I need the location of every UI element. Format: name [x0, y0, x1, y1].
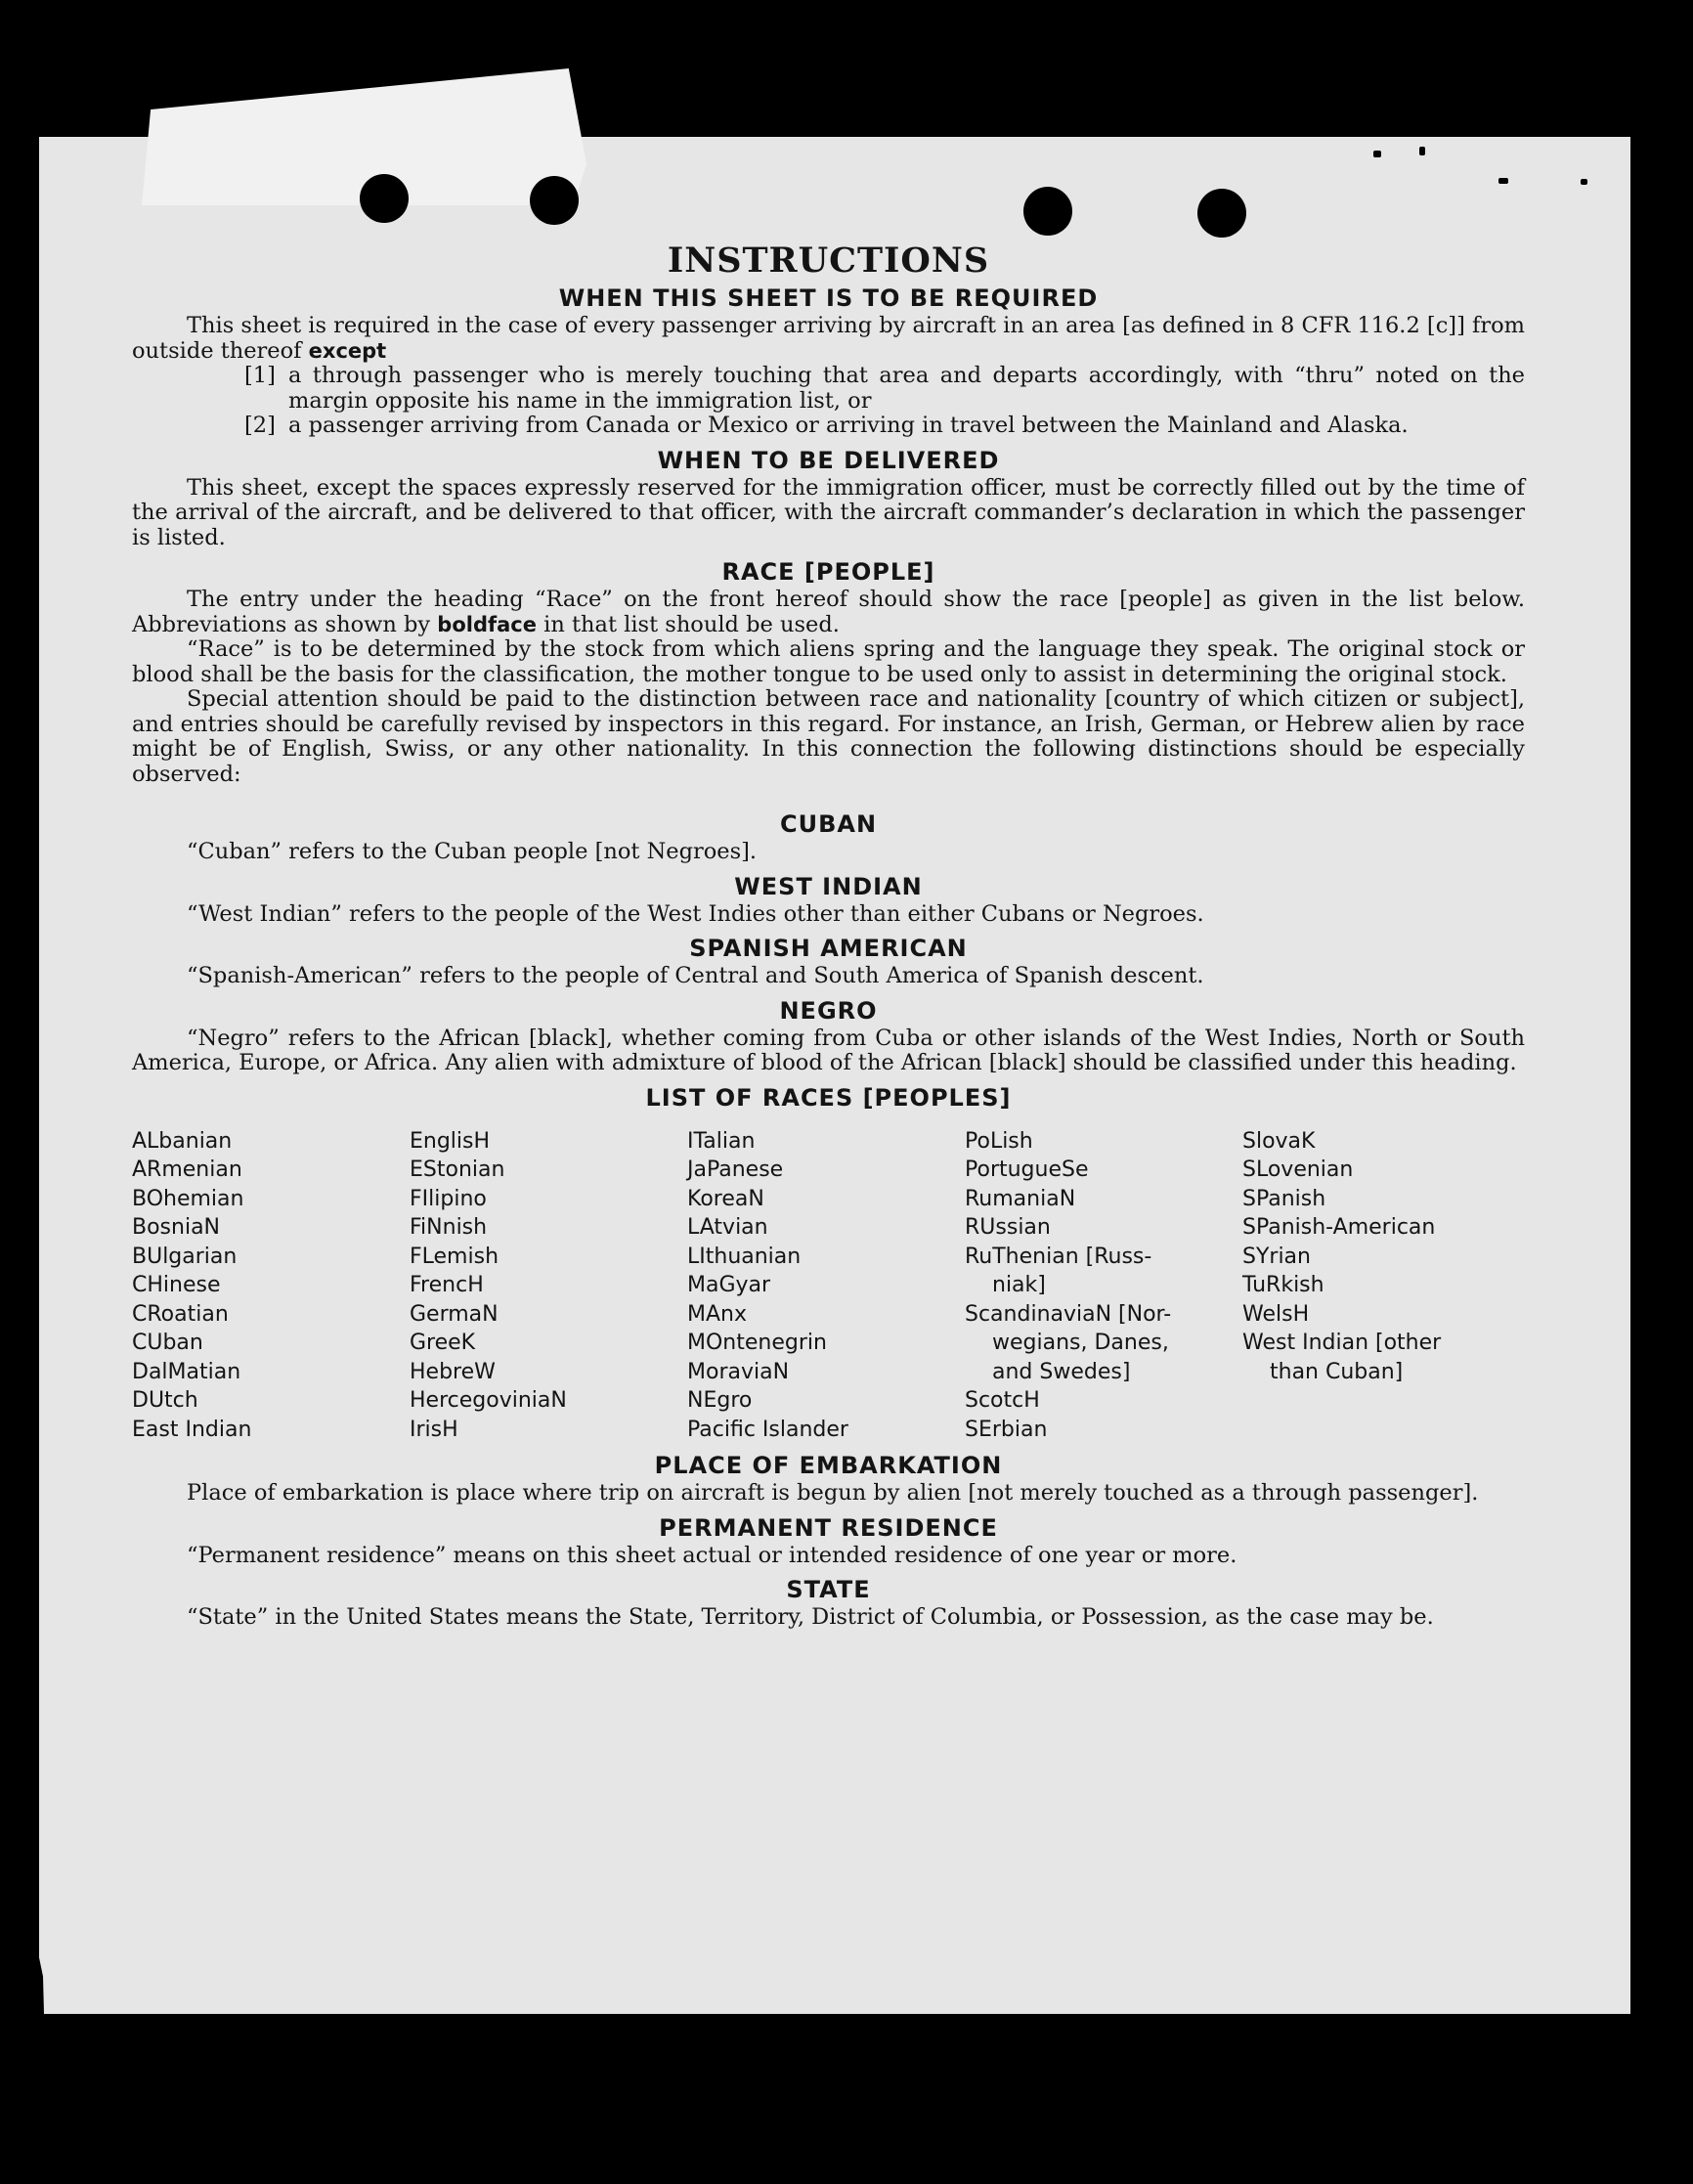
race-entry: LAtvian — [687, 1215, 768, 1240]
race-entry: ARmenian — [132, 1158, 242, 1182]
race-entry: wegians, Danes, — [992, 1331, 1169, 1355]
race-entry: ScotcH — [965, 1388, 1040, 1413]
paragraph: “Cuban” refers to the Cuban people [not Negroes]. — [187, 839, 758, 864]
section-permanent-residence — [132, 1512, 1525, 1569]
section-heading: SPANISH AMERICAN — [689, 935, 968, 962]
list-item: [1] a through passenger who is merely touching that area and departs accordingly, with “thru” noted on the margin opposite his name in the immigration list, or — [244, 363, 1525, 414]
paragraph: This sheet, except the spaces expressly reserved for the immigration officer, must be correctly filled out by the time of the arrival of the aircraft, and be delivered to that officer, with the aircraft commander’s declaration in which the passenger is listed. — [132, 474, 1525, 550]
page-title: INSTRUCTIONS — [667, 240, 990, 281]
race-entry: East Indian — [132, 1417, 252, 1442]
race-entry: EnglisH — [410, 1128, 491, 1154]
paragraph: “West Indian” refers to the people of the West Indies other than either Cubans or Negroes. — [187, 900, 1204, 927]
race-entry: SPanish — [1242, 1186, 1326, 1211]
race-entry: FiNnish — [410, 1215, 488, 1240]
section-race — [132, 556, 1525, 787]
race-entry: RUssian — [965, 1215, 1051, 1240]
race-entry: MOntenegrin — [687, 1331, 827, 1355]
race-entry: LIthuanian — [687, 1244, 802, 1269]
race-entry: ITalian — [687, 1128, 756, 1154]
race-entry: KoreaN — [687, 1186, 764, 1211]
race-entry: West Indian [other — [1242, 1331, 1442, 1355]
section-heading: STATE — [786, 1576, 871, 1603]
section-list-of-races — [132, 1082, 1525, 1445]
section-heading: WEST INDIAN — [734, 872, 923, 900]
race-entry: GermaN — [410, 1301, 499, 1327]
section-heading: CUBAN — [779, 810, 878, 838]
race-entry: TuRkish — [1242, 1273, 1324, 1297]
instructions-content — [132, 240, 1525, 1631]
race-entry: CUban — [132, 1331, 203, 1355]
section-heading: PLACE OF EMBARKATION — [654, 1452, 1003, 1479]
race-entry: GreeK — [410, 1331, 476, 1355]
race-entry: Pacific Islander — [687, 1417, 848, 1442]
race-entry: and Swedes] — [992, 1359, 1131, 1384]
race-entry: HercegoviniaN — [410, 1388, 567, 1413]
race-entry: CHinese — [132, 1273, 221, 1297]
races-column — [1242, 1127, 1520, 1445]
section-spanish-american — [132, 933, 1525, 989]
section-west-indian — [132, 871, 1525, 928]
paragraph: “Negro” refers to the African [black], whether coming from Cuba or other islands of the West Indies, North or South America, Europe, or Africa. Any alien with admixture of blood of the African [black] should be classified under this heading. — [132, 1025, 1525, 1075]
race-entry: SErbian — [965, 1417, 1048, 1442]
race-entry: than Cuban] — [1270, 1359, 1404, 1384]
section-place-of-embarkation — [132, 1450, 1525, 1507]
punch-hole-icon — [360, 174, 409, 223]
ink-speck — [1581, 179, 1587, 185]
section-negro — [132, 995, 1525, 1076]
section-heading: LIST OF RACES [PEOPLES] — [645, 1083, 1012, 1112]
race-entry: HebreW — [410, 1359, 496, 1384]
race-entry: CRoatian — [132, 1301, 229, 1327]
race-entry: DalMatian — [132, 1359, 241, 1384]
races-column — [687, 1127, 965, 1445]
races-column — [132, 1127, 410, 1445]
section-heading: RACE [PEOPLE] — [721, 558, 935, 586]
paragraph: The entry under the heading “Race” on the front hereof should show the race [people] as given in the list below. Abbreviations as shown by boldface in that list should be used. — [132, 587, 1525, 637]
race-entry: PortugueSe — [965, 1158, 1089, 1182]
race-entry: NEgro — [687, 1388, 753, 1413]
paragraph: “Permanent residence” means on this sheet actual or intended residence of one year or more. — [187, 1542, 1237, 1568]
paragraph: Special attention should be paid to the distinction between race and nationality [country of which citizen or subject], and entries should be carefully revised by inspectors in this regard. For instance, an Irish, German, or Hebrew alien by race might be of English, Swiss, or any other nationality. In this connection the following distinctions should be especially observed: — [132, 686, 1525, 787]
section-cuban — [132, 808, 1525, 865]
races-column — [410, 1127, 687, 1445]
race-entry: ALbanian — [132, 1128, 233, 1154]
section-heading: PERMANENT RESIDENCE — [659, 1513, 998, 1542]
race-entry: FIlipino — [410, 1186, 487, 1211]
race-entry: WelsH — [1242, 1301, 1310, 1327]
ink-speck — [1419, 147, 1425, 155]
races-list — [132, 1127, 1525, 1445]
section-heading: WHEN THIS SHEET IS TO BE REQUIRED — [558, 284, 1099, 312]
race-entry: MaGyar — [687, 1273, 771, 1297]
punch-hole-icon — [530, 176, 579, 225]
race-entry: ScandinaviaN [Nor- — [965, 1301, 1172, 1327]
race-entry: IrisH — [410, 1417, 458, 1442]
race-entry: FrencH — [410, 1273, 484, 1297]
paragraph: This sheet is required in the case of every passenger arriving by aircraft in an area [as defined in 8 CFR 116.2 [c]] from outside thereof except — [132, 313, 1525, 364]
race-entry: MAnx — [687, 1301, 747, 1327]
race-entry: RumaniaN — [965, 1186, 1076, 1211]
section-heading: NEGRO — [779, 996, 878, 1025]
paragraph: “Spanish-American” refers to the people of Central and South America of Spanish descent. — [187, 963, 1204, 988]
punch-hole-icon — [1023, 187, 1072, 236]
section-state — [132, 1574, 1525, 1631]
race-entry: RuThenian [Russ- — [965, 1244, 1152, 1269]
paragraph: Place of embarkation is place where trip on aircraft is begun by alien [not merely touched as a through passenger]. — [187, 1480, 1479, 1506]
race-entry: EStonian — [410, 1158, 505, 1182]
race-entry: PoLish — [965, 1128, 1033, 1154]
races-column — [965, 1127, 1242, 1445]
paragraph: “State” in the United States means the State, Territory, District of Columbia, or Possession, as the case may be. — [187, 1604, 1434, 1630]
section-when-required — [132, 283, 1525, 439]
list-item: [2] a passenger arriving from Canada or Mexico or arriving in travel between the Mainland and Alaska. — [244, 413, 1409, 438]
race-entry: FLemish — [410, 1244, 499, 1269]
race-entry: SPanish-American — [1242, 1215, 1436, 1240]
race-entry: BUlgarian — [132, 1244, 238, 1269]
race-entry: SLovenian — [1242, 1158, 1354, 1182]
race-entry: SlovaK — [1242, 1128, 1316, 1154]
section-heading: WHEN TO BE DELIVERED — [657, 446, 1000, 474]
race-entry: BosniaN — [132, 1215, 221, 1240]
race-entry: MoraviaN — [687, 1359, 790, 1384]
race-entry: BOhemian — [132, 1186, 244, 1211]
race-entry: SYrian — [1242, 1244, 1311, 1269]
race-entry: DUtch — [132, 1388, 198, 1413]
race-entry: JaPanese — [687, 1158, 784, 1182]
ink-speck — [1498, 178, 1508, 184]
paragraph: “Race” is to be determined by the stock from which aliens spring and the language they speak. The original stock or blood shall be the basis for the classification, the mother tongue to be used only to assist in determining the original stock. — [132, 636, 1525, 687]
ink-speck — [1373, 151, 1381, 157]
punch-hole-icon — [1197, 189, 1246, 238]
section-when-delivered — [132, 445, 1525, 551]
race-entry: niak] — [992, 1273, 1046, 1297]
